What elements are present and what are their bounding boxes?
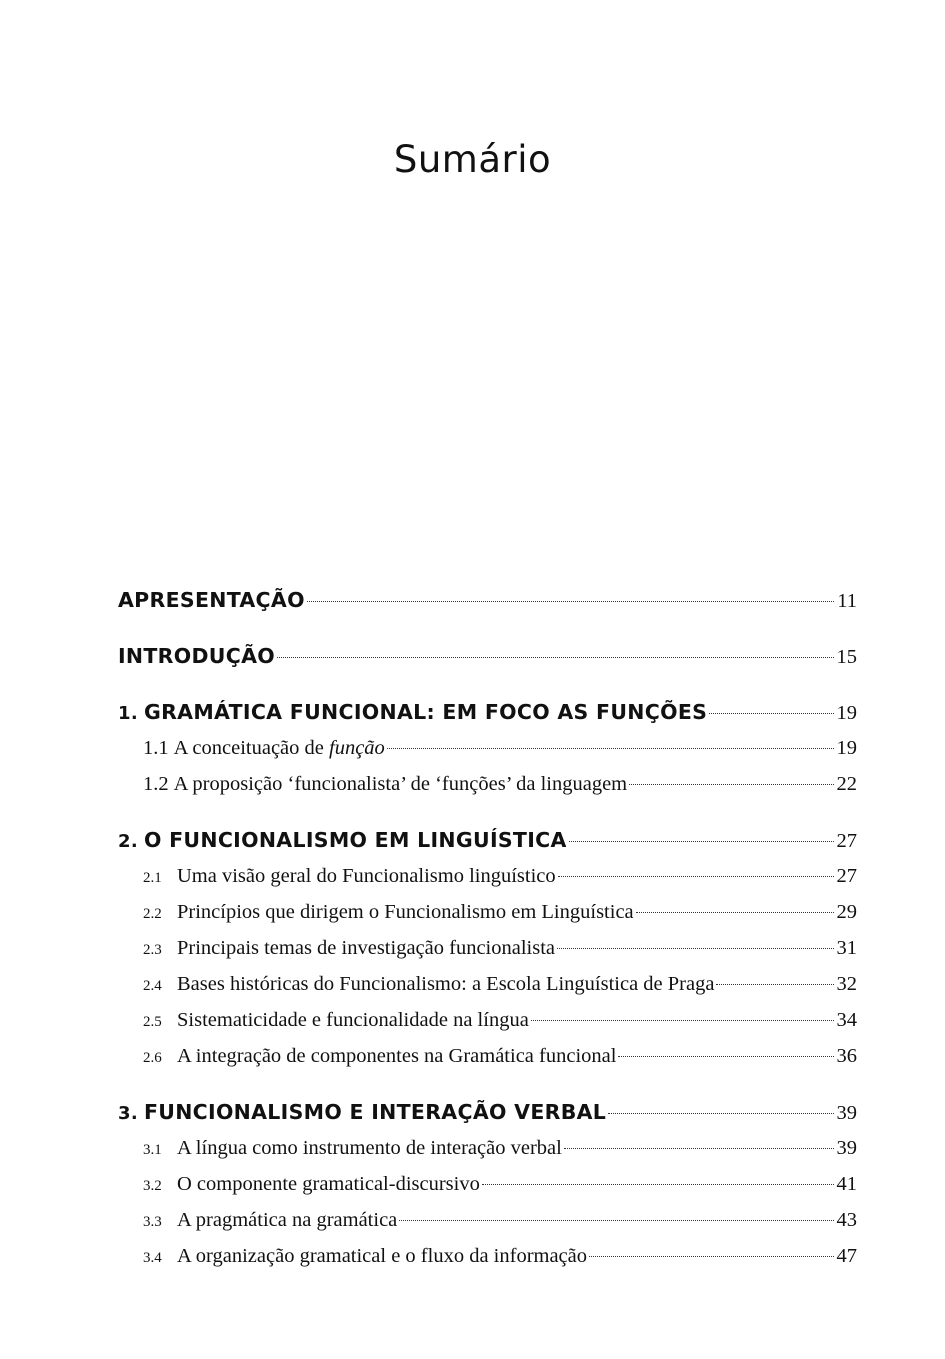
- dot-leader: [277, 657, 834, 658]
- subentry-text: A pragmática na gramática: [177, 1209, 398, 1231]
- toc-chapter-title: [118, 822, 567, 860]
- toc-page-number: 47: [836, 1245, 857, 1267]
- toc-chapter-1: [118, 694, 857, 802]
- toc-subentry-label: [143, 1130, 562, 1168]
- toc-chapter-3: [118, 1094, 857, 1274]
- toc-chapter-2: [118, 822, 857, 1074]
- chapter-number: 2.: [118, 831, 138, 852]
- subentry-number: 3.3: [143, 1214, 162, 1230]
- dot-leader: [307, 601, 834, 602]
- dot-leader: [399, 1220, 833, 1221]
- toc-subentry-label: [143, 858, 556, 896]
- toc-entry-label: INTRODUÇÃO: [118, 644, 275, 668]
- toc-subentry[interactable]: [118, 966, 857, 1002]
- toc-page-number: 39: [836, 1137, 857, 1159]
- toc-chapter-title: [118, 694, 707, 732]
- toc-subentry[interactable]: [118, 766, 857, 802]
- toc-chapter-heading[interactable]: [118, 822, 857, 858]
- subentry-number: 2.1: [143, 870, 162, 886]
- toc-subentry[interactable]: [118, 1202, 857, 1238]
- subentry-text: Principais temas de investigação funcionalista: [177, 937, 555, 959]
- subentry-number: 1.1: [143, 737, 169, 759]
- toc-page-number: 19: [836, 737, 857, 759]
- page-title: Sumário: [393, 138, 552, 181]
- toc-page-number: 27: [836, 830, 857, 852]
- subentry-text: A proposição ‘funcionalista’ de ‘funções’ da linguagem: [173, 773, 628, 795]
- subentry-number: 2.6: [143, 1050, 162, 1066]
- toc-subentry-label: [143, 894, 634, 932]
- dot-leader: [629, 784, 833, 785]
- subentry-number: 3.4: [143, 1250, 162, 1266]
- subentry-text: A conceituação de: [173, 737, 330, 759]
- chapter-title-text: GRAMÁTICA FUNCIONAL: EM FOCO AS FUNÇÕES: [143, 700, 708, 724]
- subentry-number: 3.1: [143, 1142, 162, 1158]
- toc-subentry-label: [143, 766, 627, 802]
- dot-leader: [558, 876, 834, 877]
- subentry-number: 2.5: [143, 1014, 162, 1030]
- dot-leader: [636, 912, 834, 913]
- subentry-text: A língua como instrumento de interação verbal: [177, 1137, 562, 1159]
- toc-page-number: 34: [836, 1009, 857, 1031]
- toc-subentry[interactable]: [118, 858, 857, 894]
- toc-page-number: 39: [836, 1102, 857, 1124]
- toc-chapter-heading[interactable]: [118, 694, 857, 730]
- toc-subentry[interactable]: [118, 1002, 857, 1038]
- dot-leader: [709, 713, 833, 714]
- subentry-number: 2.2: [143, 906, 162, 922]
- toc-entry-label: APRESENTAÇÃO: [118, 588, 305, 612]
- toc-page-number: 29: [836, 901, 857, 923]
- dot-leader: [618, 1056, 833, 1057]
- toc-subentry[interactable]: [118, 894, 857, 930]
- subentry-number: 2.3: [143, 942, 162, 958]
- toc-section-introducao: [118, 638, 857, 674]
- toc-subentry[interactable]: [118, 1130, 857, 1166]
- toc-subentry-label: [143, 730, 385, 766]
- dot-leader: [716, 984, 833, 985]
- toc-page-number: 15: [836, 646, 857, 668]
- subentry-number: 3.2: [143, 1178, 162, 1194]
- toc-page-number: 11: [837, 590, 857, 612]
- toc-page-number: 22: [836, 773, 857, 795]
- toc-page-number: 36: [836, 1045, 857, 1067]
- toc-subentry-label: [143, 966, 714, 1004]
- subentry-text: Sistematicidade e funcionalidade na língua: [177, 1009, 529, 1031]
- toc-entry-introducao[interactable]: [118, 638, 857, 674]
- chapter-title-text: O FUNCIONALISMO EM LINGUÍSTICA: [143, 828, 567, 852]
- toc-subentry[interactable]: [118, 1038, 857, 1074]
- toc-entry-apresentacao[interactable]: [118, 582, 857, 618]
- toc-subentry-label: [143, 1166, 480, 1204]
- toc-chapter-heading[interactable]: [118, 1094, 857, 1130]
- dot-leader: [482, 1184, 834, 1185]
- subentry-text: O componente gramatical-discursivo: [177, 1173, 480, 1195]
- chapter-title-text: FUNCIONALISMO E INTERAÇÃO VERBAL: [143, 1100, 607, 1124]
- toc-subentry-label: [143, 1238, 587, 1276]
- toc-page-number: 41: [836, 1173, 857, 1195]
- dot-leader: [531, 1020, 834, 1021]
- dot-leader: [557, 948, 834, 949]
- subentry-italic-text: função: [329, 737, 385, 759]
- dot-leader: [387, 748, 834, 749]
- dot-leader: [608, 1113, 833, 1114]
- subentry-text: A organização gramatical e o fluxo da informação: [177, 1245, 588, 1267]
- subentry-number: 1.2: [143, 773, 169, 795]
- toc-subentry-label: [143, 1002, 529, 1040]
- dot-leader: [564, 1148, 834, 1149]
- toc-subentry[interactable]: [118, 730, 857, 766]
- toc-subentry[interactable]: [118, 930, 857, 966]
- subentry-number: 2.4: [143, 978, 162, 994]
- toc-page-number: 32: [836, 973, 857, 995]
- subentry-text: Uma visão geral do Funcionalismo linguístico: [177, 865, 556, 887]
- toc-page-number: 31: [836, 937, 857, 959]
- toc-subentry-label: [143, 930, 555, 968]
- dot-leader: [569, 841, 834, 842]
- toc-subentry-label: [143, 1038, 616, 1076]
- toc-subentry[interactable]: [118, 1166, 857, 1202]
- subentry-text: A integração de componentes na Gramática funcional: [177, 1045, 617, 1067]
- toc-page-number: 27: [836, 865, 857, 887]
- toc-subentry-label: [143, 1202, 397, 1240]
- subentry-text: Bases históricas do Funcionalismo: a Escola Linguística de Praga: [177, 973, 715, 995]
- toc-subentry[interactable]: [118, 1238, 857, 1274]
- dot-leader: [589, 1256, 833, 1257]
- subentry-text: Princípios que dirigem o Funcionalismo em Linguística: [177, 901, 634, 923]
- toc-chapter-title: [118, 1094, 606, 1132]
- toc-page-number: 19: [836, 702, 857, 724]
- chapter-number: 3.: [118, 1103, 138, 1124]
- table-of-contents: [118, 582, 857, 1294]
- chapter-number: 1.: [118, 703, 138, 724]
- toc-page-number: 43: [836, 1209, 857, 1231]
- toc-section-apresentacao: [118, 582, 857, 618]
